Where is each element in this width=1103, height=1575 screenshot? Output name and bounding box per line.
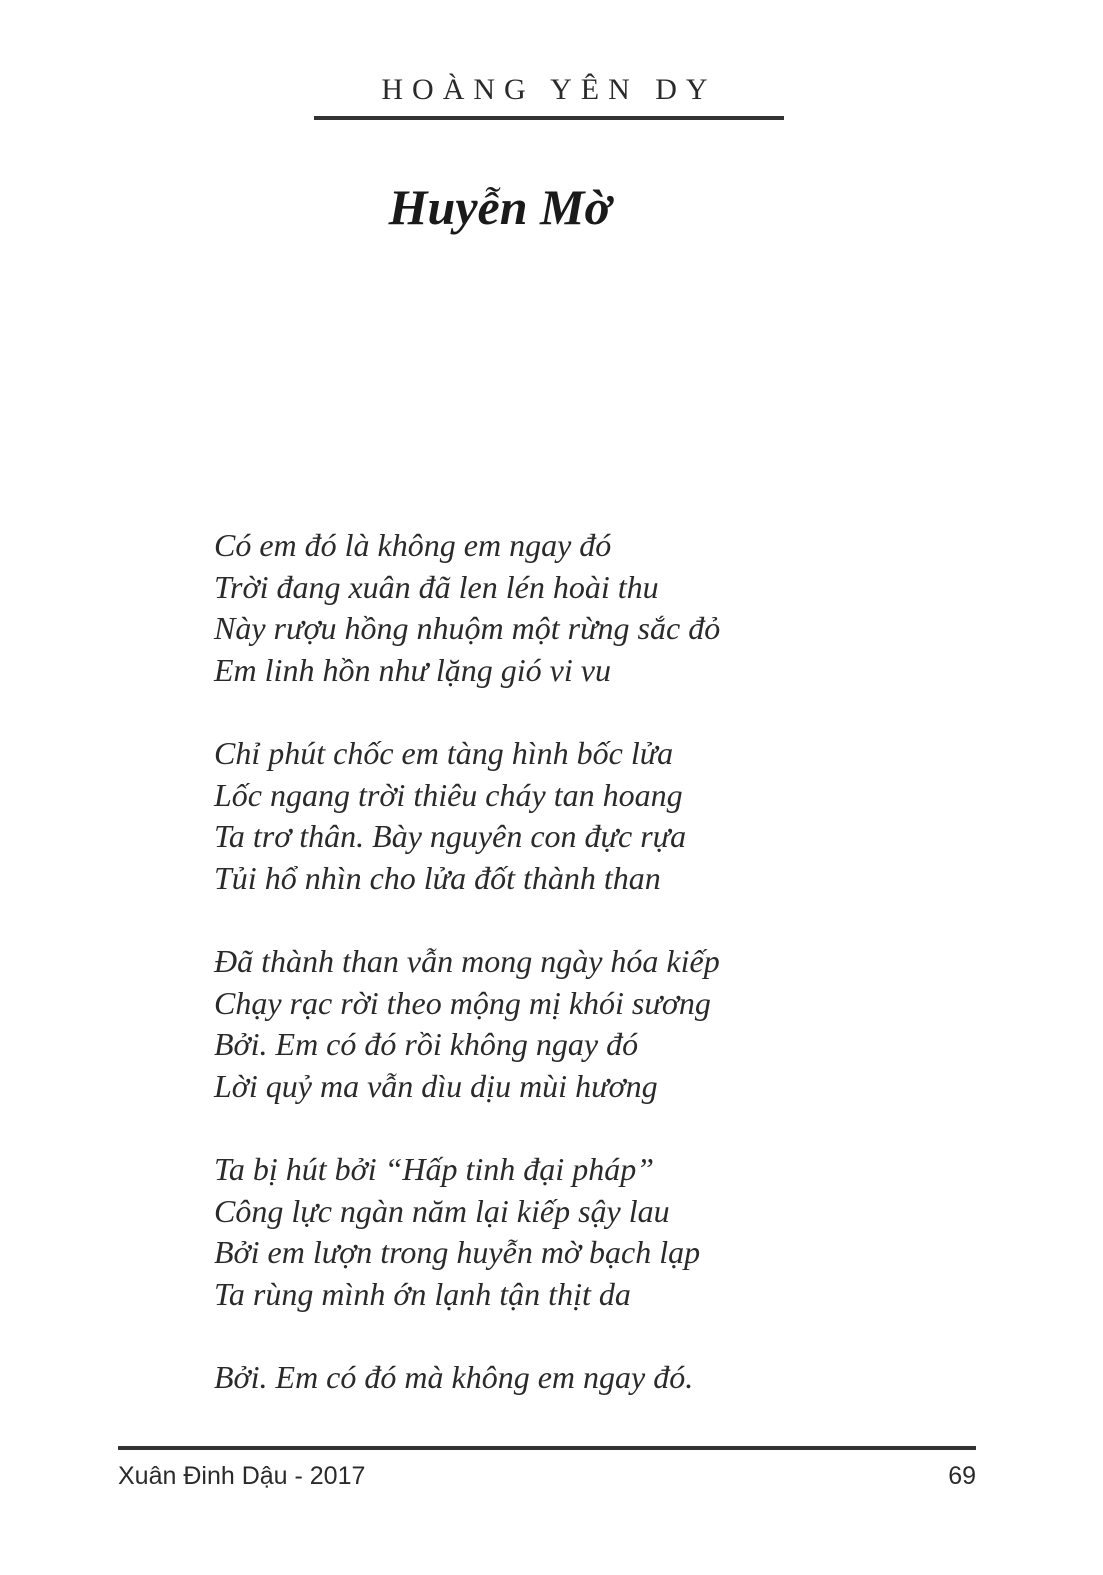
poem-line: Bởi em lượn trong huyễn mờ bạch lạp xyxy=(214,1234,701,1270)
stanza-3 xyxy=(214,941,934,1107)
poem-line: Lời quỷ ma vẫn dìu dịu mùi hương xyxy=(214,1067,658,1104)
poem-line: Chỉ phút chốc em tàng hình bốc lửa xyxy=(214,735,674,771)
page-number: 69 xyxy=(948,1462,976,1490)
poem-line: Có em đó là không em ngay đó xyxy=(214,527,612,563)
poem-line: Ta bị hút bởi “Hấp tinh đại pháp” xyxy=(214,1151,654,1187)
poem-line: Trời đang xuân đã len lén hoài thu xyxy=(214,568,659,605)
author-name: HOÀNG YÊN DY xyxy=(381,73,717,106)
poem-body xyxy=(214,525,934,1441)
header-divider xyxy=(314,116,784,120)
poem-line: Này rượu hồng nhuộm một rừng sắc đỏ xyxy=(214,610,721,646)
poem-line: Tủi hổ nhìn cho lửa đốt thành than xyxy=(214,859,661,896)
stanza-1 xyxy=(214,525,934,691)
poem-line: Đã thành than vẫn mong ngày hóa kiếp xyxy=(214,943,720,979)
poem-line: Ta trơ thân. Bày nguyên con đực rựa xyxy=(214,818,687,854)
publication-label: Xuân Đinh Dậu - 2017 xyxy=(118,1462,366,1490)
stanza-5 xyxy=(214,1357,934,1399)
poem-line: Ta rùng mình ớn lạnh tận thịt da xyxy=(214,1275,631,1312)
poem-line: Lốc ngang trời thiêu cháy tan hoang xyxy=(214,776,683,813)
footer-divider xyxy=(118,1446,976,1450)
poem-title: Huyễn Mờ xyxy=(388,179,612,235)
poem-line: Công lực ngàn năm lại kiếp sậy lau xyxy=(214,1192,670,1229)
poem-line: Chạy rạc rời theo mộng mị khói sương xyxy=(214,984,711,1021)
poem-line: Bởi. Em có đó rồi không ngay đó xyxy=(214,1026,639,1062)
stanza-2 xyxy=(214,733,934,899)
poem-line: Em linh hồn như lặng gió vi vu xyxy=(214,651,611,688)
stanza-4 xyxy=(214,1149,934,1315)
poem-line: Bởi. Em có đó mà không em ngay đó. xyxy=(214,1359,694,1395)
